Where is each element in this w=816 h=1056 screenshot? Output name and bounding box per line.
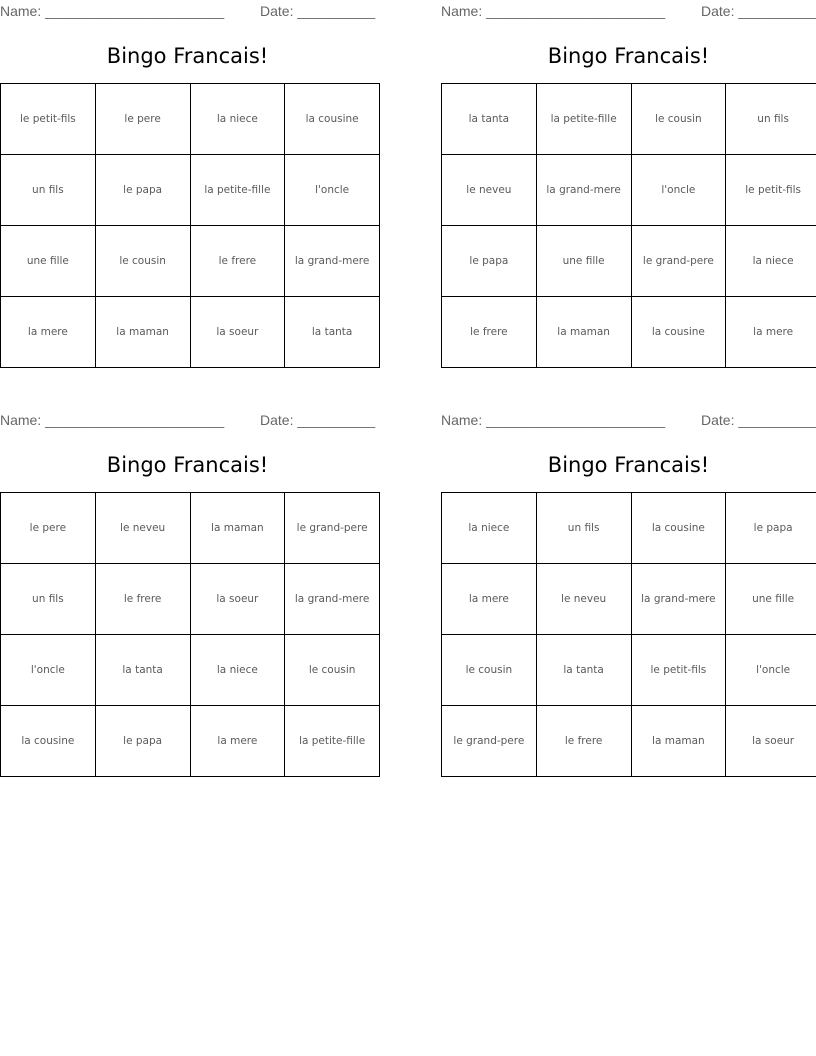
grid-cell: la cousine bbox=[1, 706, 96, 777]
grid-cell: la mere bbox=[1, 297, 96, 368]
grid-cell: la cousine bbox=[285, 84, 380, 155]
grid-cell: le frere bbox=[536, 706, 631, 777]
grid-cell: le frere bbox=[95, 564, 190, 635]
grid-cell: le pere bbox=[1, 493, 96, 564]
date-field-label: Date: __________ bbox=[701, 3, 816, 19]
grid-row bbox=[1, 564, 380, 635]
date-field-label: Date: __________ bbox=[701, 412, 816, 428]
bingo-grid bbox=[441, 83, 816, 368]
grid-cell: la niece bbox=[442, 493, 537, 564]
bingo-card bbox=[441, 409, 816, 779]
grid-row bbox=[1, 84, 380, 155]
date-field-label: Date: __________ bbox=[260, 412, 376, 428]
grid-cell: la grand-mere bbox=[285, 226, 380, 297]
grid-cell: la grand-mere bbox=[285, 564, 380, 635]
grid-cell: le papa bbox=[726, 493, 816, 564]
grid-cell: le neveu bbox=[536, 564, 631, 635]
grid-cell: le grand-pere bbox=[285, 493, 380, 564]
grid-cell: le papa bbox=[95, 706, 190, 777]
grid-row bbox=[1, 226, 380, 297]
card-title: Bingo Francais! bbox=[547, 453, 710, 477]
grid-cell: un fils bbox=[1, 155, 96, 226]
bingo-grid bbox=[441, 492, 816, 777]
grid-cell: l'oncle bbox=[726, 635, 816, 706]
grid-cell: le grand-pere bbox=[631, 226, 726, 297]
grid-row bbox=[442, 493, 816, 564]
grid-cell: le cousin bbox=[631, 84, 726, 155]
grid-cell: un fils bbox=[536, 493, 631, 564]
grid-row bbox=[1, 635, 380, 706]
name-field-label: Name: _______________________ bbox=[0, 412, 225, 428]
grid-cell: un fils bbox=[726, 84, 816, 155]
name-field-label: Name: _______________________ bbox=[441, 412, 666, 428]
bingo-card bbox=[0, 0, 375, 370]
grid-cell: une fille bbox=[726, 564, 816, 635]
card-title: Bingo Francais! bbox=[106, 453, 269, 477]
grid-cell: la tanta bbox=[95, 635, 190, 706]
grid-cell: le frere bbox=[442, 297, 537, 368]
grid-row bbox=[1, 493, 380, 564]
bingo-card bbox=[441, 0, 816, 370]
grid-row bbox=[1, 706, 380, 777]
grid-cell: le petit-fils bbox=[726, 155, 816, 226]
grid-cell: une fille bbox=[536, 226, 631, 297]
grid-cell: un fils bbox=[1, 564, 96, 635]
grid-cell: la mere bbox=[442, 564, 537, 635]
grid-cell: le papa bbox=[442, 226, 537, 297]
grid-cell: la maman bbox=[95, 297, 190, 368]
grid-cell: la soeur bbox=[190, 564, 285, 635]
grid-row bbox=[442, 226, 816, 297]
grid-cell: la mere bbox=[726, 297, 816, 368]
bingo-grid bbox=[0, 83, 380, 368]
grid-cell: la soeur bbox=[190, 297, 285, 368]
grid-cell: le petit-fils bbox=[1, 84, 96, 155]
grid-cell: la niece bbox=[190, 84, 285, 155]
grid-cell: la maman bbox=[190, 493, 285, 564]
grid-cell: le cousin bbox=[442, 635, 537, 706]
grid-cell: la cousine bbox=[631, 297, 726, 368]
grid-row bbox=[1, 155, 380, 226]
grid-cell: le neveu bbox=[442, 155, 537, 226]
grid-cell: le cousin bbox=[95, 226, 190, 297]
grid-cell: la tanta bbox=[285, 297, 380, 368]
bingo-grid bbox=[0, 492, 380, 777]
grid-row bbox=[442, 706, 816, 777]
grid-cell: la cousine bbox=[631, 493, 726, 564]
card-title: Bingo Francais! bbox=[547, 44, 710, 68]
grid-cell: la niece bbox=[726, 226, 816, 297]
date-field-label: Date: __________ bbox=[260, 3, 376, 19]
grid-cell: la mere bbox=[190, 706, 285, 777]
grid-cell: le frere bbox=[190, 226, 285, 297]
name-field-label: Name: _______________________ bbox=[441, 3, 666, 19]
grid-cell: le pere bbox=[95, 84, 190, 155]
grid-cell: la grand-mere bbox=[536, 155, 631, 226]
grid-cell: l'oncle bbox=[631, 155, 726, 226]
grid-row bbox=[442, 155, 816, 226]
grid-cell: l'oncle bbox=[1, 635, 96, 706]
grid-row bbox=[442, 635, 816, 706]
grid-row bbox=[442, 84, 816, 155]
grid-row bbox=[442, 297, 816, 368]
grid-cell: la grand-mere bbox=[631, 564, 726, 635]
name-field-label: Name: _______________________ bbox=[0, 3, 225, 19]
grid-cell: la petite-fille bbox=[536, 84, 631, 155]
grid-cell: la tanta bbox=[442, 84, 537, 155]
grid-cell: le cousin bbox=[285, 635, 380, 706]
grid-cell: la niece bbox=[190, 635, 285, 706]
grid-cell: le neveu bbox=[95, 493, 190, 564]
card-title: Bingo Francais! bbox=[106, 44, 269, 68]
grid-row bbox=[1, 297, 380, 368]
grid-cell: la maman bbox=[631, 706, 726, 777]
grid-cell: la maman bbox=[536, 297, 631, 368]
grid-row bbox=[442, 564, 816, 635]
grid-cell: la soeur bbox=[726, 706, 816, 777]
grid-cell: l'oncle bbox=[285, 155, 380, 226]
grid-cell: la petite-fille bbox=[285, 706, 380, 777]
bingo-card bbox=[0, 409, 375, 779]
grid-cell: une fille bbox=[1, 226, 96, 297]
grid-cell: le papa bbox=[95, 155, 190, 226]
grid-cell: le grand-pere bbox=[442, 706, 537, 777]
grid-cell: la petite-fille bbox=[190, 155, 285, 226]
grid-cell: le petit-fils bbox=[631, 635, 726, 706]
grid-cell: la tanta bbox=[536, 635, 631, 706]
